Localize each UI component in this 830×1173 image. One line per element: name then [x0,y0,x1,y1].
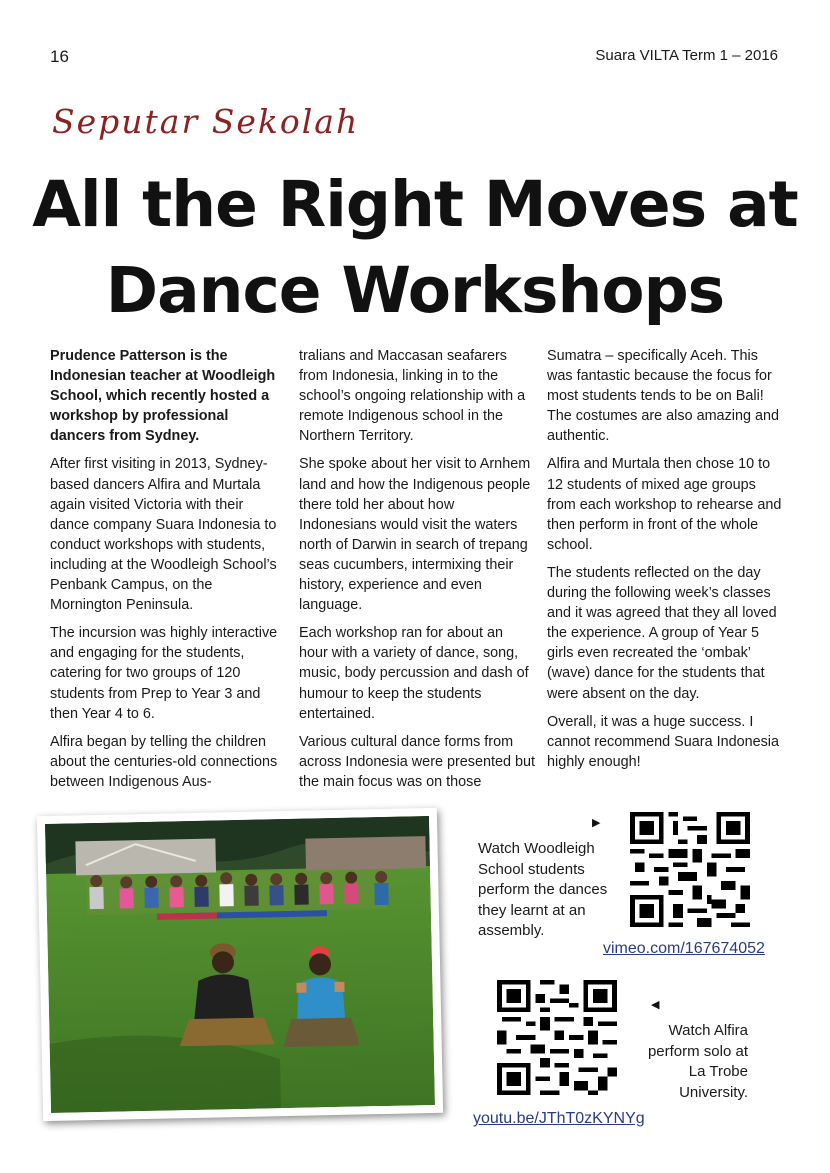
article-paragraph: tralians and Maccasan seafarers from Indonesia, linking in to the school’s ongoing relationship with a remote Indigenous school in the Northern Territory. [299,348,526,445]
article-column-3 [547,346,783,780]
article-paragraph: Various cultural dance forms from across Indonesia were presented but the main focus was on those [299,733,535,790]
qr-code-icon [630,812,750,927]
section-kicker: Seputar Sekolah [52,102,360,141]
qr-code-icon[interactable] [497,980,617,1095]
article-paragraph: The incursion was highly interactive and engaging for the students, catering for two groups of 120 students from Prep to Year 3 and then Year 4 to 6. [50,625,278,722]
page-number: 16 [50,47,69,66]
qr1-caption: Watch Woodleigh School students perform the dances they learnt at an assembly. [478,840,608,939]
article-paragraph: Each workshop ran for about an hour with a variety of dance, song, music, body percussion and dash of humour to keep the students entertained. [299,625,529,722]
article-paragraph: She spoke about her visit to Arnhem land and how the Indigenous people there told her about how Indonesians would visit the waters north of Darwin in search of trepang seas cucumbers, intermixing their history, experience and even language. [299,456,531,614]
vimeo-link[interactable]: vimeo.com/167674052 [603,940,765,957]
article-paragraph: Alfira began by telling the children about the centuries-old connections between Indigenous Aus- [50,733,278,790]
article-paragraph: Overall, it was a huge success. I cannot recommend Suara Indonesia highly enough! [547,713,779,770]
issue-label: Suara VILTA Term 1 – 2016 [595,47,778,64]
headline: All the Right Moves at Dance Workshops [32,168,798,327]
article-paragraph: Sumatra – specifically Aceh. This was fantastic because the focus for most students tends to be on Bali! The costumes are also amazing and authentic. [547,348,779,445]
article-column-1 [50,346,286,800]
arrow-left-icon: ◀ [651,999,660,1011]
workshop-photo-image [45,816,435,1113]
qr-code-icon [497,980,617,1095]
article-paragraph: The students reflected on the day during the following week’s classes and it was agreed that they all loved the experience. A group of Year 5 girls even recreated the ‘ombak’ (wave) dance for the students that were absent on the day. [547,564,777,702]
article-lead: Prudence Patterson is the Indonesian teacher at Woodleigh School, which recently hosted a workshop by professional dancers from Sydney. [50,348,276,445]
article-column-2 [299,346,535,800]
qr2-caption: Watch Alfira perform solo at La Trobe University. [647,1022,748,1101]
workshop-photo [37,808,443,1121]
arrow-right-icon: ▶ [592,817,601,829]
article-paragraph: Alfira and Murtala then chose 10 to 12 students of mixed age groups from each workshop to rehearse and then perform in front of the whole school. [547,456,782,553]
qr-code-icon[interactable] [630,812,750,927]
article-paragraph: After first visiting in 2013, Sydney-based dancers Alfira and Murtala again visited Victoria with their dance company Suara Indonesia to conduct workshops with students, including at the Woodleigh School’s Penbank Campus, on the Mornington Peninsula. [50,456,277,614]
youtube-link[interactable]: youtu.be/JThT0zKYNYg [473,1110,645,1127]
